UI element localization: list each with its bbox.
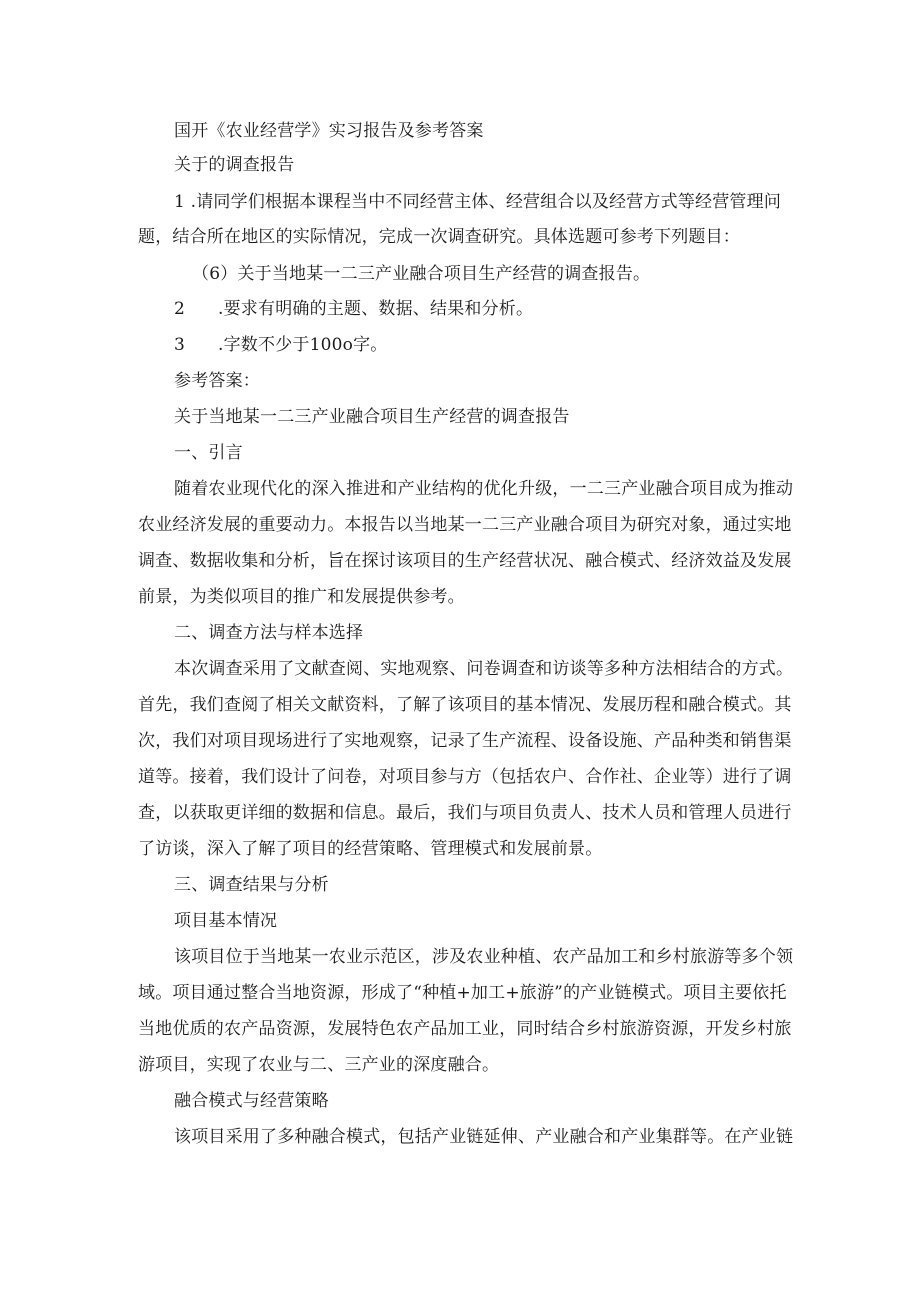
section-2-heading: 二、调查方法与样本选择: [174, 623, 364, 643]
instruction-item-3-number: 3: [174, 335, 186, 355]
section-3-heading: 三、调查结果与分析: [174, 875, 329, 895]
instruction-topic: （6）关于当地某一二三产业融合项目生产经营的调查报告。: [192, 264, 651, 284]
instruction-item-2-text: .要求有明确的主题、数据、结果和分析。: [218, 299, 534, 319]
section-1-line: 前景，为类似项目的推广和发展提供参考。: [138, 587, 465, 607]
answer-label: 参考答案：: [174, 371, 260, 391]
section-2-line: 本次调查采用了文献查阅、实地观察、问卷调查和访谈等多种方法相结合的方式。: [174, 659, 794, 679]
section-2-line: 了访谈，深入了解了项目的经营策略、管理模式和发展前景。: [138, 839, 603, 859]
instruction-item-3-text: .字数不少于100o字。: [218, 335, 388, 355]
section-3-sub-1-line: 游项目，实现了农业与二、三产业的深度融合。: [138, 1055, 500, 1075]
document-title: 国开《农业经营学》实习报告及参考答案: [174, 121, 484, 141]
section-2-line: 道等。接着，我们设计了问卷，对项目参与方（包括农户、合作社、企业等）进行了调: [138, 767, 792, 787]
section-2-line: 首先，我们查阅了相关文献资料，了解了该项目的基本情况、发展历程和融合模式。其: [138, 695, 792, 715]
section-1-line: 农业经济发展的重要动力。本报告以当地某一二三产业融合项目为研究对象，通过实地: [138, 515, 792, 535]
section-3-sub-2-line: 该项目采用了多种融合模式，包括产业链延伸、产业融合和产业集群等。在产业链: [174, 1127, 794, 1147]
instruction-item-1-line-1: 1 .请同学们根据本课程当中不同经营主体、经营组合以及经营方式等经营管理问: [174, 192, 782, 212]
instruction-item-2: [174, 299, 533, 319]
section-3-sub-1-line: 当地优质的农产品资源，发展特色农产品加工业，同时结合乡村旅游资源，开发乡村旅: [138, 1019, 792, 1039]
document-subtitle: 关于的调查报告: [174, 155, 295, 175]
instruction-item-1-line-2: 题，结合所在地区的实际情况，完成一次调查研究。具体选题可参考下列题目：: [138, 227, 740, 247]
section-1-line: 随着农业现代化的深入推进和产业结构的优化升级，一二三产业融合项目成为推动: [174, 479, 794, 499]
section-3-sub-1-line: 该项目位于当地某一农业示范区，涉及农业种植、农产品加工和乡村旅游等多个领: [174, 947, 794, 967]
section-3-sub-1-line: 域。项目通过整合当地资源，形成了“种植+加工+旅游”的产业链模式。项目主要依托: [138, 983, 787, 1003]
section-1-line: 调查、数据收集和分析，旨在探讨该项目的生产经营状况、融合模式、经济效益及发展: [138, 551, 792, 571]
report-title: 关于当地某一二三产业融合项目生产经营的调查报告: [174, 407, 570, 427]
instruction-item-3: [174, 335, 388, 355]
section-2-line: 查，以获取更详细的数据和信息。最后，我们与项目负责人、技术人员和管理人员进行: [138, 803, 792, 823]
section-2-line: 次，我们对项目现场进行了实地观察，记录了生产流程、设备设施、产品种类和销售渠: [138, 731, 792, 751]
instruction-item-2-number: 2: [174, 299, 186, 319]
section-3-sub-1-heading: 项目基本情况: [174, 911, 278, 931]
section-3-sub-2-heading: 融合模式与经营策略: [174, 1091, 329, 1111]
section-1-heading: 一、引言: [174, 443, 243, 463]
